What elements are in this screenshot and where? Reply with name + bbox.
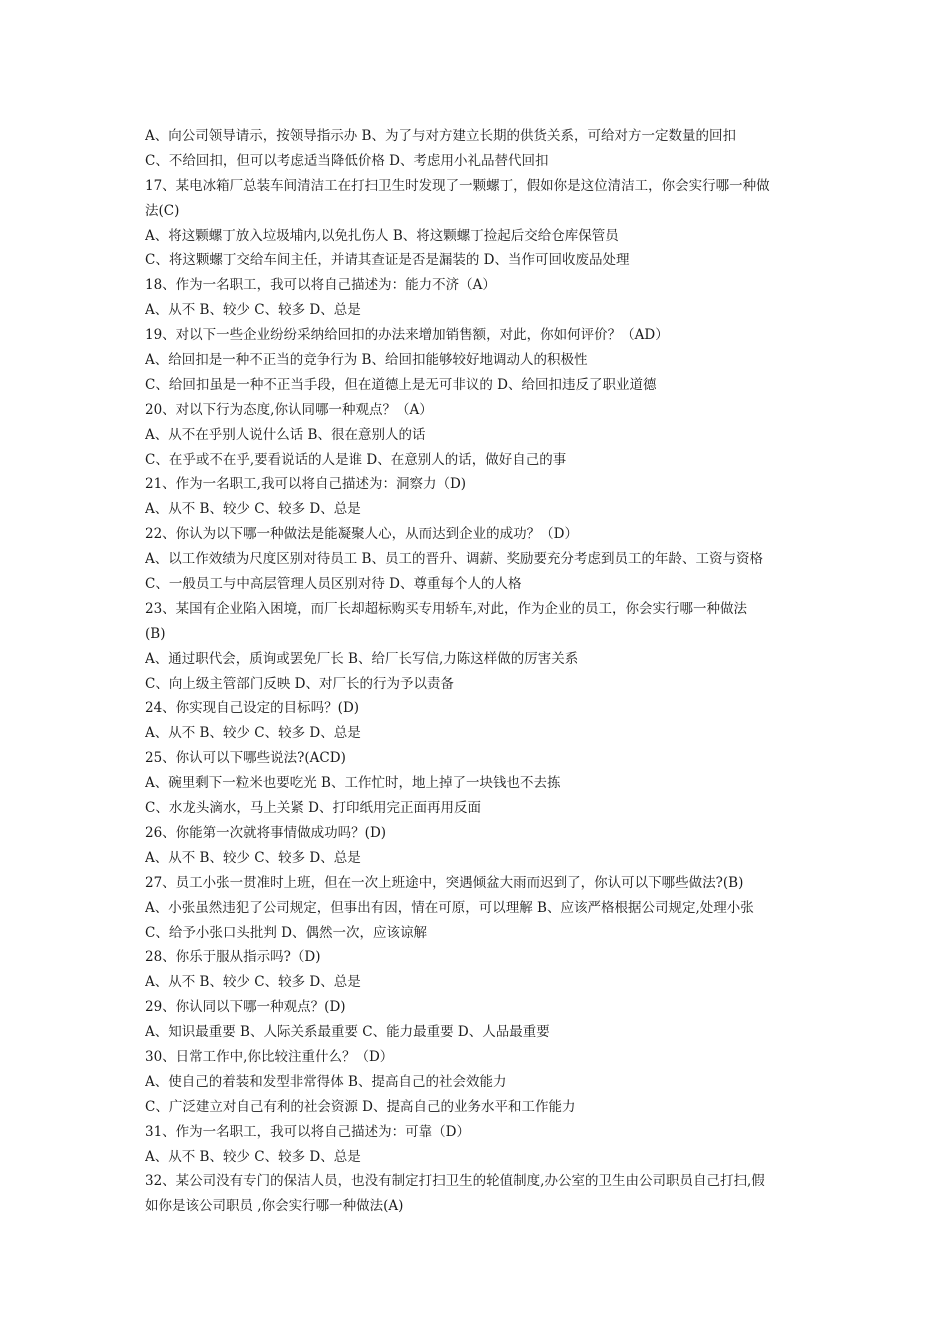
text-line: C、在乎或不在乎,要看说话的人是谁 D、在意别人的话，做好自己的事 xyxy=(145,451,567,468)
text-line: C、不给回扣，但可以考虑适当降低价格 D、考虑用小礼品替代回扣 xyxy=(145,152,549,169)
text-line: A、从不 B、较少 C、较多 D、总是 xyxy=(145,501,361,518)
text-line: A、通过职代会，质询或罢免厂长 B、给厂长写信,力陈这样做的厉害关系 xyxy=(145,650,579,667)
text-line: A、以工作效绩为尺度区别对待员工 B、员工的晋升、调薪、奖励要充分考虑到员工的年龄、工资与资格 xyxy=(145,551,763,568)
text-line: A、使自己的着装和发型非常得体 B、提高自己的社会效能力 xyxy=(145,1073,507,1090)
text-line: A、将这颗螺丁放入垃圾埔内,以免扎伤人 B、将这颗螺丁捡起后交给仓库保管员 xyxy=(145,227,619,244)
text-line: C、向上级主管部门反映 D、对厂长的行为予以责备 xyxy=(145,675,454,692)
text-line: C、广泛建立对自己有利的社会资源 D、提高自己的业务水平和工作能力 xyxy=(145,1098,576,1115)
text-line: 24、你实现自己设定的目标吗？(D) xyxy=(145,700,360,717)
text-line: 32、某公司没有专门的保洁人员，也没有制定打扫卫生的轮值制度,办公室的卫生由公司职员自己打扫,假 xyxy=(145,1173,765,1190)
text-line: 如你是该公司职员 ,你会实行哪一种做法(A) xyxy=(145,1198,404,1215)
text-line: C、给予小张口头批判 D、偶然一次，应该谅解 xyxy=(145,924,427,941)
text-line: 23、某国有企业陷入困境，而厂长却超标购买专用轿车,对此，作为企业的员工，你会实行哪一种做法 xyxy=(145,600,747,617)
text-line: 18、作为一名职工，我可以将自己描述为：能力不济（A） xyxy=(145,277,496,294)
text-line: A、知识最重要 B、人际关系最重要 C、能力最重要 D、人品最重要 xyxy=(145,1024,550,1041)
text-line: 22、你认为以下哪一种做法是能凝聚人心，从而达到企业的成功？（D） xyxy=(145,526,579,543)
text-line: 31、作为一名职工，我可以将自己描述为：可靠（D） xyxy=(145,1123,471,1140)
text-line: 法(C) xyxy=(145,202,180,219)
text-line: 28、你乐于服从指示吗?（D) xyxy=(145,949,321,966)
text-line: C、水龙头滴水，马上关紧 D、打印纸用完正面再用反面 xyxy=(145,800,481,817)
text-line: (B) xyxy=(145,625,166,642)
text-line: A、给回扣是一种不正当的竞争行为 B、给回扣能够较好地调动人的积极性 xyxy=(145,352,588,369)
text-line: 20、对以下行为态度,你认同哪一种观点？（A） xyxy=(145,401,433,418)
text-line: 30、日常工作中,你比较注重什么？（D） xyxy=(145,1048,394,1065)
text-line: A、碗里剩下一粒米也要吃光 B、工作忙时，地上掉了一块钱也不去拣 xyxy=(145,775,561,792)
text-line: 21、作为一名职工,我可以将自己描述为：洞察力（D) xyxy=(145,476,467,493)
document-body xyxy=(145,124,815,1219)
text-line: A、从不 B、较少 C、较多 D、总是 xyxy=(145,974,361,991)
text-line: A、从不 B、较少 C、较多 D、总是 xyxy=(145,1148,361,1165)
text-line: C、给回扣虽是一种不正当手段，但在道德上是无可非议的 D、给回扣违反了职业道德 xyxy=(145,376,657,393)
text-line: 25、你认可以下哪些说法?(ACD) xyxy=(145,750,346,767)
text-line: A、从不 B、较少 C、较多 D、总是 xyxy=(145,849,361,866)
text-line: A、从不在乎别人说什么话 B、很在意别人的话 xyxy=(145,426,426,443)
text-line: A、从不 B、较少 C、较多 D、总是 xyxy=(145,302,361,319)
text-line: C、将这颗螺丁交给车间主任，并请其查证是否是漏装的 D、当作可回收废品处理 xyxy=(145,252,630,269)
text-line: 29、你认同以下哪一种观点？(D) xyxy=(145,999,346,1016)
text-line: C、一般员工与中高层管理人员区别对待 D、尊重每个人的人格 xyxy=(145,576,522,593)
text-line: 26、你能第一次就将事情做成功吗？(D) xyxy=(145,824,387,841)
text-line: A、向公司领导请示，按领导指示办 B、为了与对方建立长期的供货关系，可给对方一定数量的回扣 xyxy=(145,128,736,144)
text-line: 27、员工小张一贯准时上班，但在一次上班途中，突遇倾盆大雨而迟到了，你认可以下哪些做法?(B) xyxy=(145,874,744,891)
text-line: A、小张虽然违犯了公司规定，但事出有因，情在可原，可以理解 B、应该严格根据公司规定,处理小张 xyxy=(145,899,754,916)
text-line: 19、对以下一些企业纷纷采纳给回扣的办法来增加销售额，对此，你如何评价？（AD） xyxy=(145,327,669,344)
text-line: 17、某电冰箱厂总装车间清洁工在打扫卫生时发现了一颗螺丁，假如你是这位清洁工，你会实行哪一种做 xyxy=(145,177,770,194)
text-line: A、从不 B、较少 C、较多 D、总是 xyxy=(145,725,361,742)
